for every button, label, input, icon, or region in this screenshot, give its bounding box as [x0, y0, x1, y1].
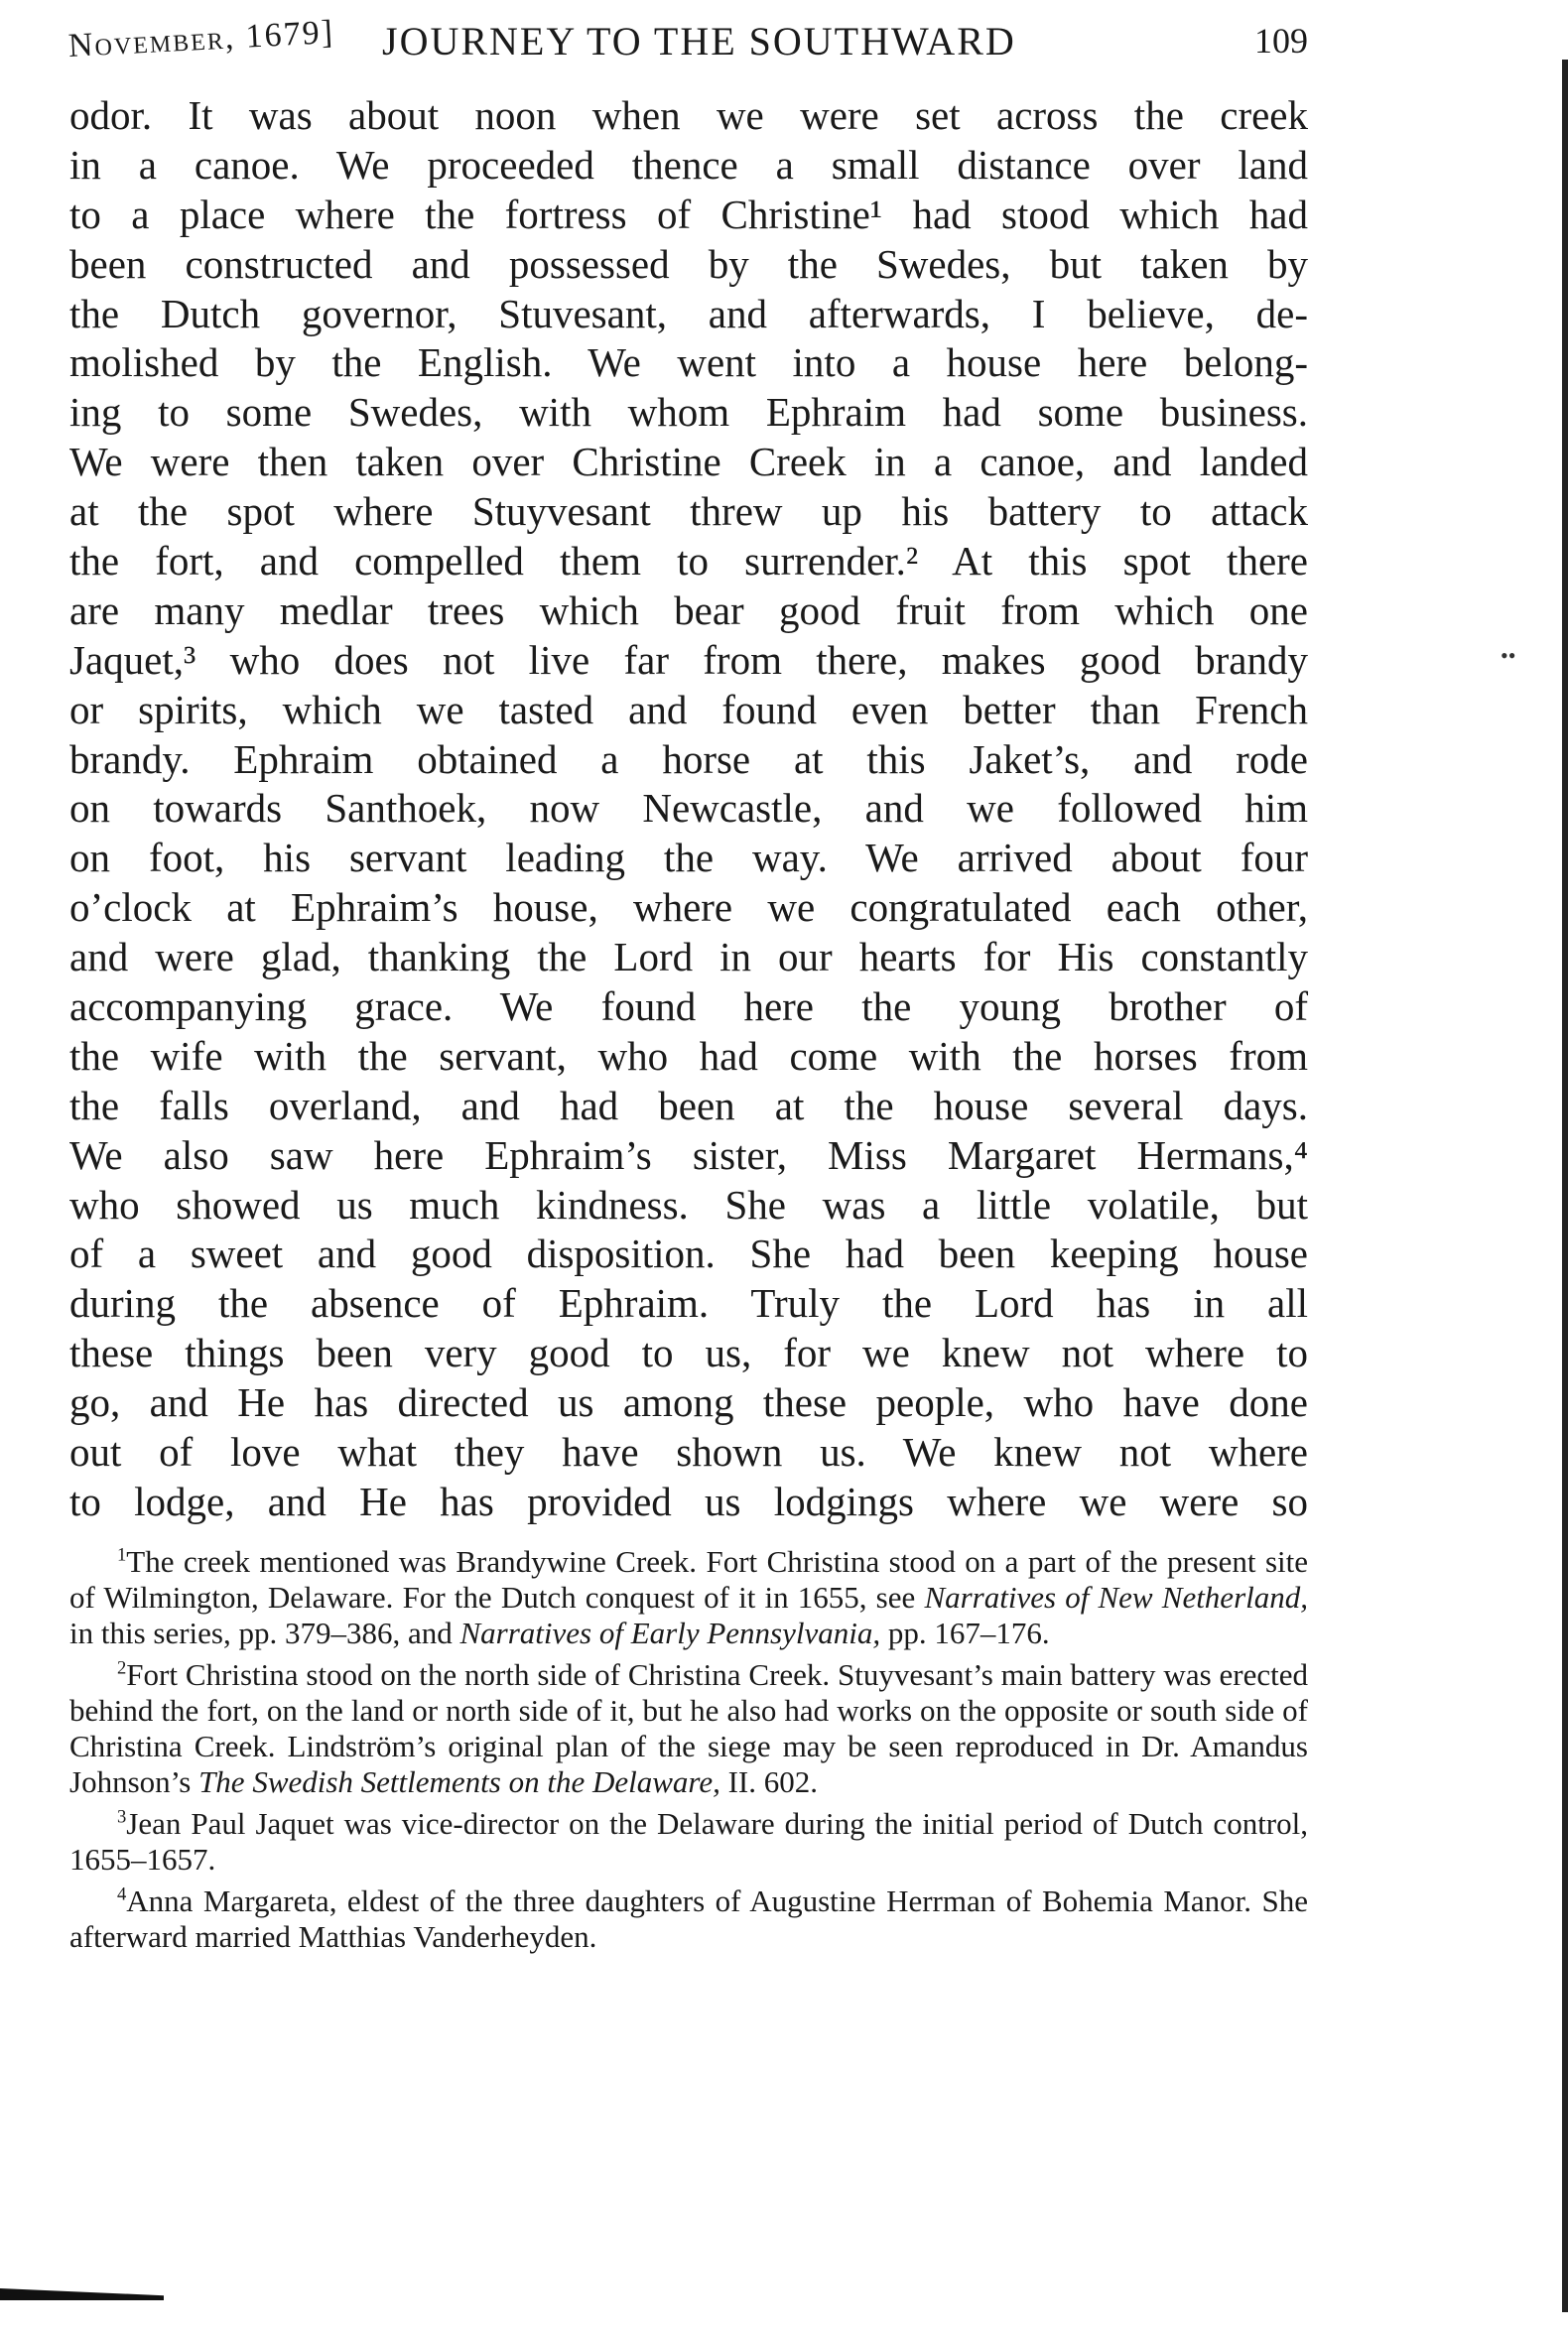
footnote-4	[69, 1883, 1308, 1955]
text-line: during the absence of Ephraim. Truly the Lord has in all	[69, 1280, 1308, 1327]
footnote-marker: 3	[117, 1806, 127, 1828]
text-line: brandy. Ephraim obtained a horse at this Jaket’s, and rode	[69, 735, 1308, 782]
footnote-marker: 1	[117, 1544, 127, 1566]
text-line: ing to some Swedes, with whom Ephraim had some business.	[69, 389, 1308, 436]
text-line: of a sweet and good disposition. She had been keeping house	[69, 1231, 1308, 1277]
footnote-citation-title: The Swedish Settlements on the Delaware,	[198, 1764, 720, 1799]
text-line: out of love what they have shown us. We knew not where	[69, 1429, 1308, 1476]
text-line: to a place where the fortress of Christine¹ had stood which had	[69, 191, 1308, 237]
text-line: We also saw here Ephraim’s sister, Miss Margaret Hermans,⁴	[69, 1131, 1308, 1178]
footnote-2	[69, 1657, 1308, 1800]
running-head-date: November, 1679]	[67, 14, 335, 65]
text-line: been constructed and possessed by the Swedes, but taken by	[69, 240, 1308, 287]
text-line: We were then taken over Christine Creek in a canoe, and landed	[69, 439, 1308, 485]
footnote-citation-title: Narratives of Early Pennsylvania,	[459, 1616, 881, 1650]
footnote-text: Anna Margareta, eldest of the three daughters of Augustine Herrman of Bohemia Manor. She afterward married Matthias Vanderheyden.	[69, 1883, 1308, 1954]
page-number: 109	[1254, 21, 1308, 61]
margin-mark: ••	[1501, 643, 1516, 668]
text-line: at the spot where Stuyvesant threw up his battery to attack	[69, 488, 1308, 535]
text-line: go, and He has directed us among these people, who have done	[69, 1379, 1308, 1426]
text-line: to lodge, and He has provided us lodgings where we were so	[69, 1478, 1308, 1524]
running-head-title: JOURNEY TO THE SOUTHWARD	[382, 19, 1016, 64]
footnotes	[69, 1544, 1308, 1961]
text-line: these things been very good to us, for we knew not where to	[69, 1330, 1308, 1376]
text-line: in a canoe. We proceeded thence a small distance over land	[69, 141, 1308, 188]
text-line: odor. It was about noon when we were set across the creek	[69, 92, 1308, 138]
footnote-text: pp. 167–176.	[880, 1616, 1050, 1650]
footnote-text: Jean Paul Jaquet was vice-director on the Delaware during the initial period of Dutch control, 1655–1657.	[69, 1806, 1308, 1877]
text-line: who showed us much kindness. She was a little volatile, but	[69, 1181, 1308, 1228]
footnote-marker: 2	[117, 1657, 127, 1679]
text-line: or spirits, which we tasted and found even better than French	[69, 686, 1308, 732]
text-line: on foot, his servant leading the way. We arrived about four	[69, 835, 1308, 881]
footnote-marker: 4	[117, 1883, 127, 1905]
text-line: accompanying grace. We found here the young brother of	[69, 983, 1308, 1030]
text-line: the falls overland, and had been at the house several days.	[69, 1082, 1308, 1128]
text-line: the fort, and compelled them to surrender.² At this spot there	[69, 538, 1308, 584]
text-line: on towards Santhoek, now Newcastle, and we followed him	[69, 785, 1308, 832]
text-line: are many medlar trees which bear good fruit from which one	[69, 586, 1308, 633]
footnote-text: The creek mentioned was Brandywine Creek. Fort Christina stood on a part of the present site of Wilmington, Delaware. For the Dutch conquest of it in 1655, see	[69, 1544, 1308, 1615]
text-line: o’clock at Ephraim’s house, where we congratulated each other,	[69, 884, 1308, 931]
text-line: the Dutch governor, Stuvesant, and afterwards, I believe, de-	[69, 290, 1308, 336]
text-line: and were glad, thanking the Lord in our hearts for His constantly	[69, 934, 1308, 980]
page-edge-rule	[1562, 60, 1568, 2312]
running-head	[60, 14, 1308, 73]
body-text	[69, 91, 1308, 1527]
footnote-text: in this series, pp. 379–386, and	[69, 1616, 460, 1650]
text-line: molished by the English. We went into a house here belong-	[69, 339, 1308, 386]
text-line: the wife with the servant, who had come with the horses from	[69, 1032, 1308, 1079]
footnote-text: II. 602.	[719, 1764, 818, 1799]
text-line: Jaquet,³ who does not live far from there, makes good brandy	[69, 636, 1308, 683]
footnote-text: Fort Christina stood on the north side of Christina Creek. Stuyvesant’s main battery was erected behind the fort, on the land or north side of it, but he also had works on the opposite or south side of Christina Creek. Lindström’s original plan of the siege may be seen reproduced in Dr. Amandus Johnson’s	[69, 1657, 1308, 1799]
footnote-3	[69, 1806, 1308, 1878]
scan-edge-mark	[0, 2288, 164, 2300]
footnote-1	[69, 1544, 1308, 1651]
footnote-citation-title: Narratives of New Netherland,	[924, 1580, 1308, 1615]
